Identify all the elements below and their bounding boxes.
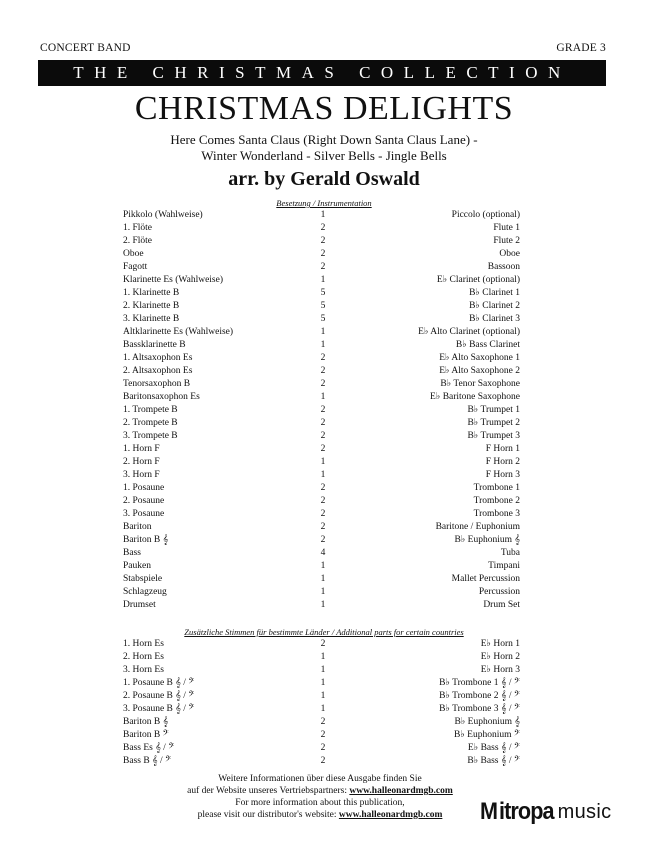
part-row xyxy=(0,209,648,222)
part-row xyxy=(0,729,648,742)
part-name-en: Baritone / Euphonium xyxy=(435,522,520,532)
part-row xyxy=(0,482,648,495)
logo-brand: itropa xyxy=(499,798,554,825)
part-quantity: 2 xyxy=(320,223,326,233)
footer-line-1: Weitere Informationen über diese Ausgabe finden Sie xyxy=(218,774,422,784)
footer-line-4 xyxy=(150,809,490,821)
part-name-en: Mallet Percussion xyxy=(451,574,520,584)
part-quantity: 2 xyxy=(320,509,326,519)
part-quantity: 2 xyxy=(320,730,326,740)
part-name-en: Flute 1 xyxy=(493,223,520,233)
part-quantity: 4 xyxy=(320,548,326,558)
part-quantity: 2 xyxy=(320,522,326,532)
collection-banner xyxy=(38,60,606,86)
part-name-de: Klarinette Es (Wahlweise) xyxy=(123,275,224,285)
part-quantity: 1 xyxy=(320,340,326,350)
part-row xyxy=(0,638,648,651)
part-name-en: Trombone 3 xyxy=(473,509,520,519)
part-name-de: 1. Klarinette B xyxy=(123,288,180,298)
part-name-en: E♭ Horn 3 xyxy=(480,665,520,675)
part-name-de: 1. Horn Es xyxy=(123,639,164,649)
part-quantity: 1 xyxy=(320,457,326,467)
part-quantity: 2 xyxy=(320,717,326,727)
part-row xyxy=(0,352,648,365)
part-quantity: 1 xyxy=(320,392,326,402)
collection-banner-text: THE CHRISTMAS COLLECTION xyxy=(73,63,571,82)
publisher-logo xyxy=(480,800,611,824)
part-row xyxy=(0,365,648,378)
part-name-de: 3. Horn Es xyxy=(123,665,164,675)
part-row xyxy=(0,534,648,547)
part-name-de: 2. Posaune B 𝄞 / 𝄢 xyxy=(123,691,195,701)
part-name-de: 1. Flöte xyxy=(123,223,153,233)
part-name-de: 2. Klarinette B xyxy=(123,301,180,311)
additional-parts-table xyxy=(0,638,648,768)
part-row xyxy=(0,430,648,443)
part-row xyxy=(0,222,648,235)
part-row xyxy=(0,261,648,274)
part-name-en: B♭ Clarinet 2 xyxy=(469,301,520,311)
part-name-en: B♭ Trombone 3 𝄞 / 𝄢 xyxy=(439,704,520,714)
part-row xyxy=(0,573,648,586)
part-row xyxy=(0,742,648,755)
part-row xyxy=(0,404,648,417)
part-row xyxy=(0,274,648,287)
part-row xyxy=(0,716,648,729)
part-name-en: B♭ Trumpet 3 xyxy=(467,431,520,441)
part-row xyxy=(0,586,648,599)
medley-subtitle xyxy=(0,132,648,164)
part-name-de: Bariton B 𝄢 xyxy=(123,730,169,740)
part-name-de: 1. Horn F xyxy=(123,444,160,454)
part-name-en: E♭ Alto Saxophone 1 xyxy=(439,353,520,363)
part-name-en: E♭ Alto Saxophone 2 xyxy=(439,366,520,376)
part-quantity: 2 xyxy=(320,444,326,454)
part-name-de: 2. Posaune xyxy=(123,496,165,506)
part-row xyxy=(0,651,648,664)
part-row xyxy=(0,560,648,573)
part-name-en: B♭ Euphonium 𝄞 xyxy=(454,717,520,727)
part-quantity: 1 xyxy=(320,561,326,571)
part-quantity: 5 xyxy=(320,314,326,324)
part-row xyxy=(0,456,648,469)
footer-line-2-text: auf der Website unseres Vertriebspartners: xyxy=(187,786,350,796)
part-name-de: Bass Es 𝄞 / 𝄢 xyxy=(123,743,175,753)
part-name-en: B♭ Trombone 1 𝄞 / 𝄢 xyxy=(439,678,520,688)
part-name-de: Bariton xyxy=(123,522,152,532)
part-row xyxy=(0,287,648,300)
part-row xyxy=(0,391,648,404)
part-name-de: Schlagzeug xyxy=(123,587,167,597)
part-name-en: E♭ Alto Clarinet (optional) xyxy=(418,327,520,337)
part-quantity: 5 xyxy=(320,301,326,311)
part-name-de: Altklarinette Es (Wahlweise) xyxy=(123,327,234,337)
page-title: CHRISTMAS DELIGHTS xyxy=(134,90,514,127)
part-row xyxy=(0,495,648,508)
logo-mark: M xyxy=(480,798,498,825)
part-name-en: B♭ Clarinet 3 xyxy=(469,314,520,324)
part-name-de: Baritonsaxophon Es xyxy=(123,392,200,402)
part-name-de: Pauken xyxy=(123,561,151,571)
part-name-de: Bariton B 𝄞 xyxy=(123,535,169,545)
part-row xyxy=(0,599,648,612)
part-name-de: 2. Horn F xyxy=(123,457,160,467)
part-name-en: B♭ Euphonium 𝄞 xyxy=(454,535,520,545)
part-row xyxy=(0,547,648,560)
part-row xyxy=(0,339,648,352)
instrumentation-heading: Besetzung / Instrumentation xyxy=(276,198,372,208)
part-name-en: Oboe xyxy=(499,249,520,259)
part-row xyxy=(0,443,648,456)
part-name-de: 3. Posaune B 𝄞 / 𝄢 xyxy=(123,704,195,714)
part-name-en: B♭ Trumpet 1 xyxy=(467,405,520,415)
part-name-de: Tenorsaxophon B xyxy=(123,379,191,389)
part-row xyxy=(0,677,648,690)
part-name-de: 2. Altsaxophon Es xyxy=(123,366,193,376)
part-quantity: 2 xyxy=(320,639,326,649)
part-row xyxy=(0,378,648,391)
part-row xyxy=(0,703,648,716)
part-name-en: F Horn 3 xyxy=(485,470,520,480)
part-row xyxy=(0,417,648,430)
part-quantity: 1 xyxy=(320,600,326,610)
part-name-de: Stabspiele xyxy=(123,574,163,584)
part-name-en: Timpani xyxy=(488,561,520,571)
part-quantity: 1 xyxy=(320,665,326,675)
part-name-en: Tuba xyxy=(500,548,520,558)
part-name-en: Trombone 2 xyxy=(473,496,520,506)
part-row xyxy=(0,235,648,248)
part-quantity: 2 xyxy=(320,236,326,246)
part-name-en: Drum Set xyxy=(483,600,520,610)
part-name-en: Trombone 1 xyxy=(473,483,520,493)
footer-line-2 xyxy=(150,785,490,797)
part-name-de: 2. Horn Es xyxy=(123,652,164,662)
part-name-de: 1. Posaune xyxy=(123,483,165,493)
part-row xyxy=(0,469,648,482)
part-name-de: Bassklarinette B xyxy=(123,340,186,350)
part-quantity: 2 xyxy=(320,249,326,259)
part-name-en: E♭ Horn 1 xyxy=(480,639,520,649)
part-row xyxy=(0,690,648,703)
part-row xyxy=(0,313,648,326)
distributor-info xyxy=(150,773,490,821)
part-quantity: 5 xyxy=(320,288,326,298)
part-name-en: F Horn 2 xyxy=(485,457,520,467)
part-quantity: 2 xyxy=(320,743,326,753)
part-quantity: 1 xyxy=(320,574,326,584)
part-quantity: 1 xyxy=(320,275,326,285)
part-name-en: Percussion xyxy=(478,587,520,597)
part-name-de: 3. Posaune xyxy=(123,509,165,519)
part-quantity: 1 xyxy=(320,210,326,220)
part-quantity: 1 xyxy=(320,704,326,714)
part-name-de: Bass xyxy=(123,548,141,558)
part-name-en: B♭ Bass Clarinet xyxy=(455,340,520,350)
part-name-de: 1. Posaune B 𝄞 / 𝄢 xyxy=(123,678,195,688)
part-quantity: 1 xyxy=(320,678,326,688)
part-quantity: 2 xyxy=(320,366,326,376)
part-quantity: 2 xyxy=(320,379,326,389)
part-quantity: 1 xyxy=(320,327,326,337)
part-name-en: B♭ Bass 𝄞 / 𝄢 xyxy=(467,756,520,766)
part-name-de: 3. Klarinette B xyxy=(123,314,180,324)
footer-line-3: For more information about this publication, xyxy=(235,798,405,808)
part-name-de: Bariton B 𝄞 xyxy=(123,717,169,727)
part-name-en: E♭ Clarinet (optional) xyxy=(436,275,520,285)
part-name-en: F Horn 1 xyxy=(485,444,520,454)
part-row xyxy=(0,755,648,768)
part-name-de: 3. Trompete B xyxy=(123,431,178,441)
part-quantity: 1 xyxy=(320,587,326,597)
part-quantity: 2 xyxy=(320,353,326,363)
part-name-en: E♭ Horn 2 xyxy=(480,652,520,662)
grade-label: GRADE 3 xyxy=(556,42,606,54)
part-row xyxy=(0,248,648,261)
part-name-en: Piccolo (optional) xyxy=(451,210,520,220)
logo-word: music xyxy=(557,800,612,823)
part-name-en: B♭ Tenor Saxophone xyxy=(440,379,520,389)
part-name-de: 1. Trompete B xyxy=(123,405,178,415)
part-name-de: Drumset xyxy=(123,600,156,610)
part-quantity: 2 xyxy=(320,496,326,506)
part-quantity: 1 xyxy=(320,652,326,662)
part-quantity: 2 xyxy=(320,418,326,428)
part-name-de: 3. Horn F xyxy=(123,470,160,480)
part-name-en: B♭ Trumpet 2 xyxy=(467,418,520,428)
distributor-link-de[interactable]: www.halleonardmgb.com xyxy=(349,786,453,796)
part-row xyxy=(0,521,648,534)
ensemble-label: CONCERT BAND xyxy=(40,42,131,54)
part-row xyxy=(0,508,648,521)
part-quantity: 2 xyxy=(320,483,326,493)
part-name-en: E♭ Bass 𝄞 / 𝄢 xyxy=(467,743,520,753)
part-name-en: Bassoon xyxy=(487,262,520,272)
part-quantity: 2 xyxy=(320,405,326,415)
part-name-en: B♭ Clarinet 1 xyxy=(469,288,520,298)
additional-parts-heading: Zusätzliche Stimmen für bestimmte Länder / Additional parts for certain countries xyxy=(184,627,464,637)
distributor-link-en[interactable]: www.halleonardmgb.com xyxy=(338,810,443,820)
part-name-en: B♭ Trombone 2 𝄞 / 𝄢 xyxy=(439,691,520,701)
footer-line-4-text: please visit our distributor's website: xyxy=(197,810,339,820)
part-name-de: Pikkolo (Wahlweise) xyxy=(123,210,203,220)
part-quantity: 2 xyxy=(320,262,326,272)
part-name-de: Fagott xyxy=(123,262,148,272)
part-name-en: Flute 2 xyxy=(493,236,520,246)
part-quantity: 1 xyxy=(320,691,326,701)
part-quantity: 1 xyxy=(320,470,326,480)
part-name-en: E♭ Baritone Saxophone xyxy=(430,392,520,402)
part-name-de: 2. Trompete B xyxy=(123,418,178,428)
part-name-de: 2. Flöte xyxy=(123,236,153,246)
part-quantity: 2 xyxy=(320,756,326,766)
part-row xyxy=(0,664,648,677)
subtitle-line-2: Winter Wonderland - Silver Bells - Jingle Bells xyxy=(201,148,447,163)
part-name-de: Bass B 𝄞 / 𝄢 xyxy=(123,756,172,766)
part-name-en: B♭ Euphonium 𝄢 xyxy=(453,730,520,740)
part-row xyxy=(0,300,648,313)
part-name-de: 1. Altsaxophon Es xyxy=(123,353,193,363)
subtitle-line-1: Here Comes Santa Claus (Right Down Santa Claus Lane) - xyxy=(170,132,478,147)
part-row xyxy=(0,326,648,339)
part-quantity: 2 xyxy=(320,535,326,545)
part-quantity: 2 xyxy=(320,431,326,441)
arranger-credit: arr. by Gerald Oswald xyxy=(228,168,420,190)
part-name-de: Oboe xyxy=(123,249,144,259)
instrumentation-table xyxy=(0,209,648,612)
